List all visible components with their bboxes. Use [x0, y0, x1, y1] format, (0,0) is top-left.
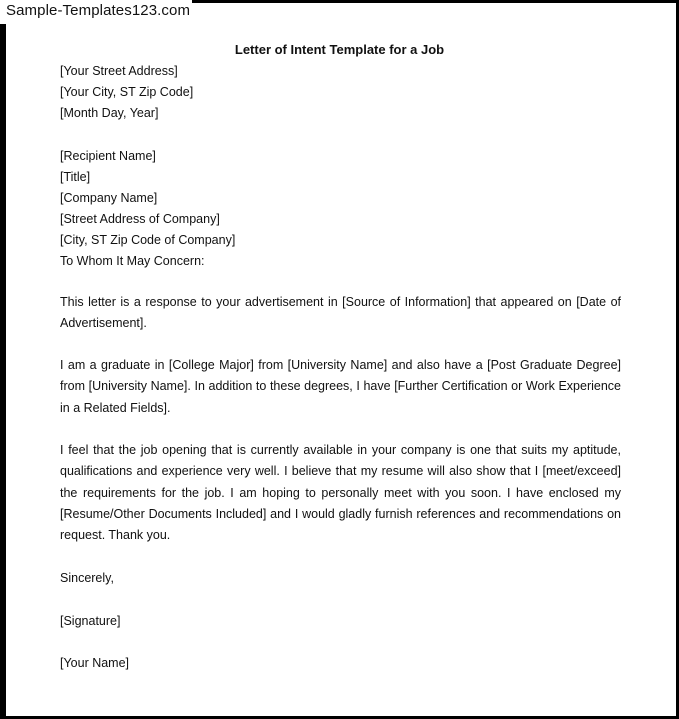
body-paragraph: This letter is a response to your advertisement in [Source of Information] that appeared on [Date of Advertisement].	[60, 295, 621, 331]
letter-date: [Month Day, Year]	[60, 106, 159, 120]
recipient-street-address: [Street Address of Company]	[60, 212, 220, 226]
recipient-title: [Title]	[60, 170, 91, 184]
recipient-city-zip: [City, ST Zip Code of Company]	[60, 233, 236, 247]
body-paragraph: I feel that the job opening that is currently available in your company is one that suits my aptitude, qualifications and experience very well. I believe that my resume will also show that I [meet/exceed] the requirements for the job. I am hoping to personally meet with you soon. I have enclosed my [Resume/Other Documents Included] and I would gladly furnish references and recommendations on request. Thank you.	[60, 443, 621, 543]
signature-placeholder: [Signature]	[60, 614, 121, 628]
sender-city-zip: [Your City, ST Zip Code]	[60, 85, 194, 99]
body-paragraph: I am a graduate in [College Major] from [University Name] and also have a [Post Graduate Degree] from [University Name]. In addition to these degrees, I have [Further Certification or Work Experience in a Related Fields].	[60, 358, 621, 415]
recipient-name: [Recipient Name]	[60, 149, 156, 163]
document-title: Letter of Intent Template for a Job	[234, 42, 445, 57]
closing: Sincerely,	[60, 571, 114, 585]
sender-name: [Your Name]	[60, 656, 130, 670]
recipient-company: [Company Name]	[60, 191, 158, 205]
sender-street-address: [Your Street Address]	[60, 64, 178, 78]
watermark-site-name: Sample-Templates123.com	[6, 2, 191, 19]
salutation: To Whom It May Concern:	[60, 254, 205, 268]
